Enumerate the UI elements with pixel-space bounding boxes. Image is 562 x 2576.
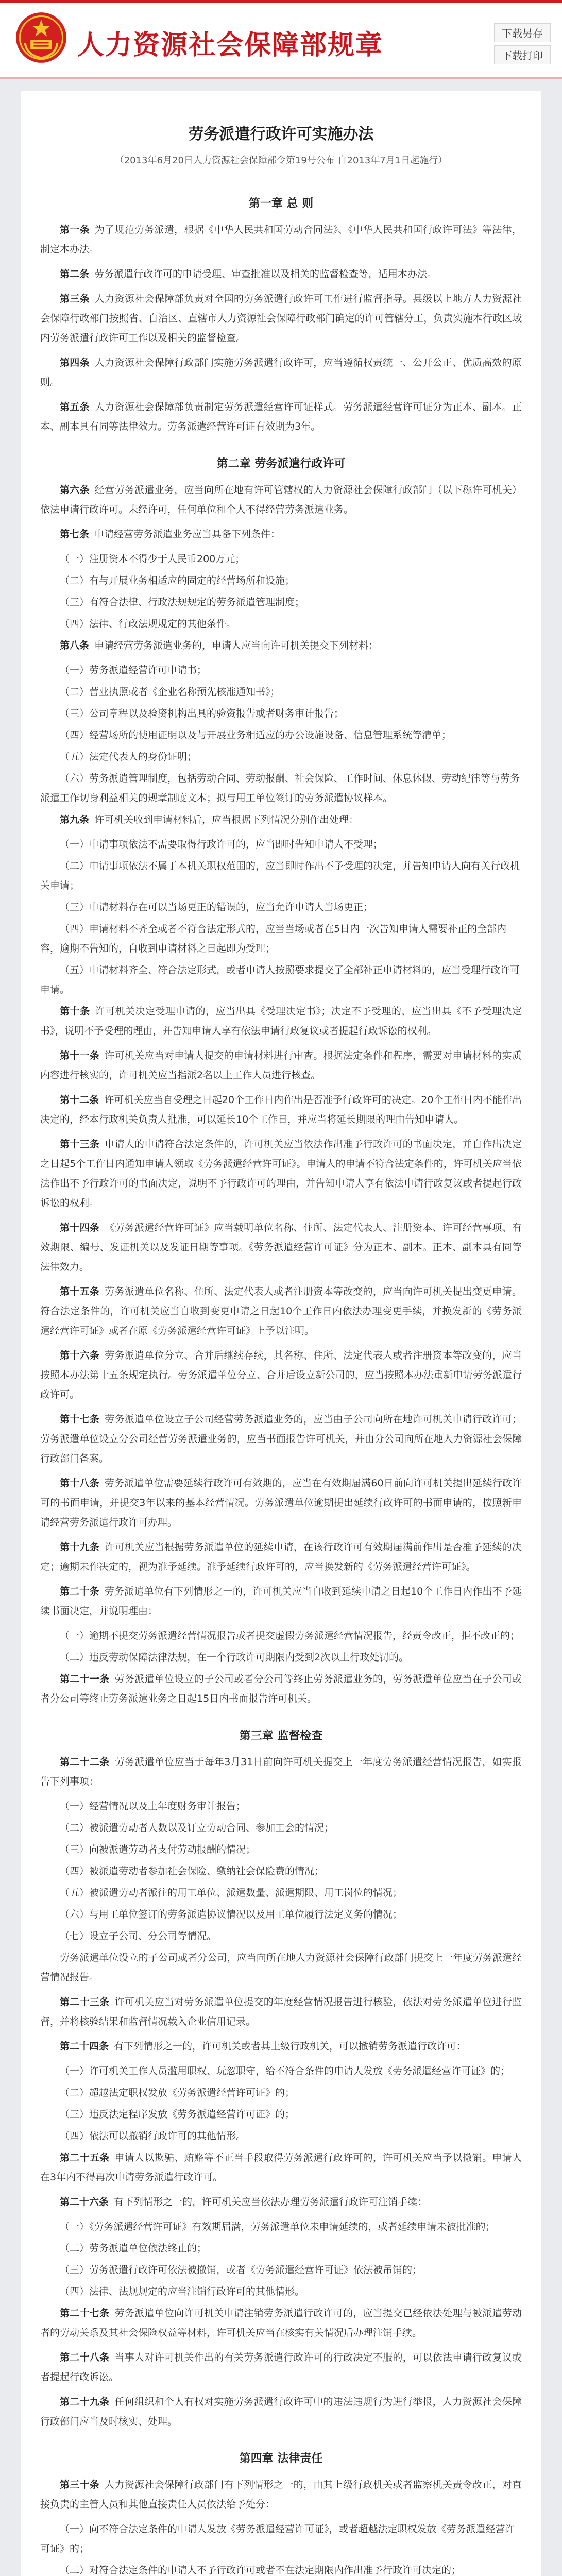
article-paragraph <box>40 2192 522 2212</box>
article-paragraph <box>40 1090 522 1129</box>
article-paragraph <box>40 1992 522 2031</box>
article-text: 有下列情形之一的，许可机关或者其上级行政机关，可以撤销劳务派遣行政许可： <box>114 2041 467 2052</box>
article-number: 第二十七条 <box>60 2308 110 2319</box>
article-number: 第二条 <box>60 268 90 280</box>
article-paragraph <box>40 2303 522 2343</box>
article-number: 第十条 <box>60 1006 90 1017</box>
article-text: 人力资源社会保障部负责对全国的劳务派遣行政许可工作进行监督指导。县级以上地方人力资源社会保障行政部门按照省、自治区、直辖市人力资源社会保障行政部门确定的许可管辖分工，负责实施本行政区域内劳务派遣行政许可工作以及相关的监督检查。 <box>40 293 522 344</box>
article-text: 人力资源社会保障部负责制定劳务派遣经营许可证样式。劳务派遣经营许可证分为正本、副本。正本、副本具有同等法律效力。劳务派遣经营许可证有效期为3年。 <box>40 401 522 432</box>
list-item: （五）被派遣劳动者派往的用工单位、派遣数量、派遣期限、用工岗位的情况； <box>60 1887 403 1899</box>
article-number: 第一条 <box>60 224 90 235</box>
list-item: （三）申请材料存在可以当场更正的错误的，应当允许申请人当场更正； <box>60 902 373 913</box>
article-text: 劳务派遣单位设立子公司经营劳务派遣业务的，应当由子公司向所在地许可机关申请行政许可；劳务派遣单位设立分公司经营劳务派遣业务的，应当书面报告许可机关，并由分公司向所在地人力资源社会保障行政部门备案。 <box>40 1414 522 1464</box>
list-item: （一）逾期不提交劳务派遣经营情况报告或者提交虚假劳务派遣经营情况报告，经责令改正，拒不改正的； <box>60 1630 520 1641</box>
article-number: 第二十一条 <box>60 1673 110 1685</box>
list-item: （六）与用工单位签订的劳务派遣协议情况以及用工单位履行法定义务的情况； <box>60 1909 403 1920</box>
article-number: 第二十八条 <box>60 2352 110 2363</box>
download-save-link[interactable]: 下载另存 <box>494 23 551 42</box>
list-item: （一）经营情况以及上年度财务审计报告； <box>60 1801 246 1812</box>
article-paragraph <box>40 1537 522 1577</box>
header-divider <box>0 77 562 79</box>
article-number: 第十六条 <box>60 1350 100 1361</box>
article-text: 《劳务派遣经营许可证》应当载明单位名称、住所、法定代表人、注册资本、许可经营事项、有效期限、编号、发证机关以及发证日期等事项。《劳务派遣经营许可证》分为正本、副本。正本、副本具有同等法律效力。 <box>40 1222 522 1273</box>
article-number: 第十三条 <box>60 1139 100 1150</box>
list-item: （一）向不符合法定条件的申请人发放《劳务派遣经营许可证》，或者超越法定职权发放《劳务派遣经营许可证》的； <box>40 2523 515 2554</box>
article-number: 第八条 <box>60 640 90 651</box>
article-text: 有下列情形之一的，许可机关应当依法办理劳务派遣行政许可注销手续： <box>114 2196 428 2208</box>
list-item: （三）有符合法律、行政法规规定的劳务派遣管理制度； <box>60 597 305 608</box>
article-paragraph <box>40 636 522 655</box>
chapters-container <box>40 195 522 2576</box>
document-body <box>21 91 541 2576</box>
list-item: （六）劳务派遣管理制度，包括劳动合同、劳动报酬、社会保险、工作时间、休息休假、劳动纪律等与劳务派遣工作切身利益相关的规章制度文本；拟与用工单位签订的劳务派遣协议样本。 <box>40 773 520 804</box>
list-item: （七）设立子公司、分公司等情况。 <box>60 1930 217 1942</box>
article-number: 第二十六条 <box>60 2196 109 2208</box>
article-number: 第三十条 <box>60 2479 100 2490</box>
article-number: 第五条 <box>60 401 90 413</box>
article-number: 第十八条 <box>60 1478 99 1489</box>
list-item: （二）被派遣劳动者人数以及订立劳动合同、参加工会的情况； <box>60 1822 334 1834</box>
article-text: 人力资源社会保障行政部门实施劳务派遣行政许可，应当遵循权责统一、公开公正、优质高效的原则。 <box>40 357 522 388</box>
list-item: （二）营业执照或者《企业名称预先核准通知书》； <box>60 686 280 698</box>
list-item: （四）申请材料不齐全或者不符合法定形式的，应当当场或者在5日内一次告知申请人需要补正的全部内容，逾期不告知的，自收到申请材料之日起即为受理； <box>40 923 507 954</box>
article-text: 许可机关应当自受理之日起20个工作日内作出是否准予行政许可的决定。20个工作日内不能作出决定的，经本行政机关负责人批准，可以延长10个工作日，并应当将延长期限的理由告知申请人。 <box>40 1094 522 1125</box>
article-text: 劳务派遣单位需要延续行政许可有效期的，应当在有效期届满60日前向许可机关提出延续行政许可的书面申请，并提交3年以来的基本经营情况。劳务派遣单位逾期提出延续行政许可的书面申请的，按照新申请经营劳务派遣行政许可办理。 <box>40 1478 522 1528</box>
article-paragraph <box>40 810 522 829</box>
list-item: （四）经营场所的使用证明以及与开展业务相适应的办公设施设备、信息管理系统等清单； <box>60 730 452 741</box>
article-number: 第二十四条 <box>60 2041 109 2052</box>
article-text: 当事人对许可机关作出的有关劳务派遣行政许可的行政决定不服的，可以依法申请行政复议或者提起行政诉讼。 <box>40 2352 522 2383</box>
article-text: 许可机关收到申请材料后，应当根据下列情况分别作出处理： <box>94 814 359 825</box>
list-item: （五）申请材料齐全、符合法定形式，或者申请人按照要求提交了全部补正申请材料的，应当受理行政许可申请。 <box>40 964 520 995</box>
list-item: （二）申请事项依法不属于本机关职权范围的，应当即时作出不予受理的决定，并告知申请人向有关行政机关申请； <box>40 860 520 891</box>
article-number: 第十四条 <box>60 1222 100 1233</box>
article-text: 许可机关决定受理申请的，应当出具《受理决定书》；决定不予受理的，应当出具《不予受理决定书》，说明不予受理的理由，并告知申请人享有依法申请行政复议或者提起行政诉讼的权利。 <box>40 1006 522 1037</box>
article-paragraph <box>40 1002 522 1041</box>
article-paragraph <box>40 2348 522 2387</box>
list-item: （一）申请事项依法不需要取得行政许可的，应当即时告知申请人不受理； <box>60 839 383 850</box>
list-item: （一）注册资本不得少于人民币200万元； <box>60 553 245 565</box>
article-paragraph <box>40 1046 522 1085</box>
article-paragraph <box>40 1218 522 1277</box>
list-item: （三）违反法定程序发放《劳务派遣经营许可证》的； <box>60 2109 295 2120</box>
list-item: （三）向被派遣劳动者支付劳动报酬的情况； <box>60 1844 256 1855</box>
article-paragraph <box>40 1948 522 1987</box>
article-text: 劳务派遣单位应当于每年3月31日前向许可机关提交上一年度劳务派遣经营情况报告，如实报告下列事项： <box>40 1756 522 1787</box>
document-subtitle: （2013年6月20日人力资源社会保障部令第19号公布 自2013年7月1日起施行） <box>114 155 448 166</box>
article-text: 人力资源社会保障行政部门有下列情形之一的，由其上级行政机关或者监察机关责令改正，对直接负责的主管人员和其他直接责任人员依法给予处分： <box>40 2479 522 2510</box>
article-number: 第二十三条 <box>60 1996 110 2008</box>
list-item: （四）法律、行政法规规定的其他条件。 <box>60 618 236 630</box>
article-paragraph <box>40 397 522 436</box>
article-paragraph <box>40 1752 522 1791</box>
article-text: 经营劳务派遣业务，应当向所在地有许可管辖权的人力资源社会保障行政部门（以下称许可机关）依法申请行政许可。未经许可，任何单位和个人不得经营劳务派遣业务。 <box>40 484 522 515</box>
article-text: 许可机关应当对劳务派遣单位提交的年度经营情况报告进行核验，依法对劳务派遣单位进行监督，并将核验结果和监督情况载入企业信用记录。 <box>40 1996 522 2027</box>
list-item: （一）《劳务派遣经营许可证》有效期届满，劳务派遣单位未申请延续的，或者延续申请未被批准的； <box>60 2221 496 2232</box>
article-number: 第二十条 <box>60 1586 99 1597</box>
article-paragraph <box>40 524 522 544</box>
article-text: 申请人的申请符合法定条件的，许可机关应当依法作出准予行政许可的书面决定，并自作出决定之日起5个工作日内通知申请人领取《劳务派遣经营许可证》。申请人的申请不符合法定条件的，许可机关应当依法作出不予行政许可的书面决定，说明不予行政许可的理由，并告知申请人享有依法申请行政复议或者提起行政诉讼的权利。 <box>40 1139 522 1209</box>
list-item: （四）法律、法规规定的应当注销行政许可的其他情形。 <box>60 2286 305 2297</box>
article-text: 劳务派遣单位名称、住所、法定代表人或者注册资本等改变的，应当向许可机关提出变更申请。符合法定条件的，许可机关应当自收到变更申请之日起10个工作日内依法办理变更手续，并换发新的《劳务派遣经营许可证》或者在原《劳务派遣经营许可证》上予以注明。 <box>40 1286 522 1336</box>
article-number: 第四条 <box>60 357 90 368</box>
article-paragraph <box>40 1346 522 1404</box>
chapter-heading: 第二章 劳务派遣行政许可 <box>216 457 346 470</box>
article-number: 第六条 <box>60 484 90 496</box>
article-text: 劳务派遣单位分立、合并后继续存续，其名称、住所、法定代表人或者注册资本等改变的，应当按照本办法第十五条规定执行。劳务派遣单位分立、合并后设立新公司的，应当按照本办法重新申请劳务派遣行政许可。 <box>40 1350 522 1400</box>
article-number: 第十九条 <box>60 1541 100 1553</box>
list-item: （二）违反劳动保障法律法规，在一个行政许可期限内受到2次以上行政处罚的。 <box>60 1652 409 1663</box>
article-number: 第二十二条 <box>60 1756 110 1768</box>
list-item: （二）超越法定职权发放《劳务派遣经营许可证》的； <box>60 2087 295 2098</box>
article-paragraph <box>40 264 522 284</box>
article-paragraph <box>40 2148 522 2187</box>
article-paragraph <box>40 1282 522 1341</box>
list-item: （二）对符合法定条件的申请人不予行政许可或者不在法定期限内作出准予行政许可决定的； <box>60 2565 462 2576</box>
national-emblem-icon <box>14 11 68 64</box>
list-item: （二）劳务派遣单位依法终止的； <box>60 2243 207 2254</box>
article-number: 第十五条 <box>60 1286 100 1297</box>
article-text: 许可机关应当对申请人提交的申请材料进行审查。根据法定条件和程序，需要对申请材料的实质内容进行核实的，许可机关应当指派2名以上工作人员进行核查。 <box>40 1050 522 1081</box>
list-item: （四）依法可以撤销行政许可的其他情形。 <box>60 2130 246 2142</box>
header-links <box>494 23 551 64</box>
article-paragraph <box>40 1134 522 1213</box>
article-paragraph <box>40 1582 522 1621</box>
article-paragraph <box>40 1669 522 1708</box>
article-text: 劳务派遣单位设立的子公司或者分公司等终止劳务派遣业务的，劳务派遣单位应当在子公司或者分公司等终止劳务派遣业务之日起15日内书面报告许可机关。 <box>40 1673 522 1704</box>
article-text: 劳务派遣单位设立的子公司或者分公司，应当向所在地人力资源社会保障行政部门提交上一年度劳务派遣经营情况报告。 <box>40 1952 522 1983</box>
list-item: （四）被派遣劳动者参加社会保险、缴纳社会保险费的情况； <box>60 1866 325 1877</box>
article-number: 第二十九条 <box>60 2396 110 2408</box>
article-number: 第十七条 <box>60 1414 100 1425</box>
article-number: 第九条 <box>60 814 90 825</box>
article-paragraph <box>40 353 522 392</box>
article-paragraph <box>40 2392 522 2431</box>
article-text: 劳务派遣单位向许可机关申请注销劳务派遣行政许可的，应当提交已经依法处理与被派遣劳动者的劳动关系及其社会保险权益等材料，许可机关应当在核实有关情况后办理注销手续。 <box>40 2308 522 2338</box>
article-paragraph <box>40 220 522 259</box>
chapter-heading: 第三章 监督检查 <box>239 1730 323 1742</box>
list-item: （三）劳务派遣行政许可依法被撤销，或者《劳务派遣经营许可证》依法被吊销的； <box>60 2264 422 2276</box>
download-print-link[interactable]: 下载打印 <box>494 45 551 64</box>
article-text: 申请经营劳务派遣业务应当具备下列条件： <box>94 529 281 540</box>
article-number: 第十二条 <box>60 1094 99 1106</box>
article-text: 许可机关应当根据劳务派遣单位的延续申请，在该行政许可有效期届满前作出是否准予延续的决定；逾期未作决定的，视为准予延续。准予延续行政许可的，应当换发新的《劳务派遣经营许可证》。 <box>40 1541 522 1572</box>
list-item: （三）公司章程以及验资机构出具的验资报告或者财务审计报告； <box>60 708 344 719</box>
article-text: 申请经营劳务派遣业务的，申请人应当向许可机关提交下列材料： <box>94 640 379 651</box>
article-text: 劳务派遣行政许可的申请受理、审查批准以及相关的监督检查等，适用本办法。 <box>94 268 437 280</box>
article-paragraph <box>40 289 522 348</box>
article-text: 申请人以欺骗、贿赂等不正当手段取得劳务派遣行政许可的，许可机关应当予以撤销。申请人在3年内不得再次申请劳务派遣行政许可。 <box>40 2152 522 2183</box>
chapter-heading: 第一章 总 则 <box>248 197 314 210</box>
chapter-heading: 第四章 法律责任 <box>239 2452 323 2465</box>
list-item: （一）许可机关工作人员滥用职权、玩忽职守，给不符合条件的申请人发放《劳务派遣经营许可证》的； <box>60 2065 510 2077</box>
article-paragraph <box>40 1410 522 1468</box>
article-text: 劳务派遣单位有下列情形之一的，许可机关应当自收到延续申请之日起10个工作日内作出不予延续书面决定，并说明理由： <box>40 1586 522 1617</box>
article-paragraph <box>40 480 522 519</box>
article-number: 第三条 <box>60 293 90 304</box>
article-text: 为了规范劳务派遣，根据《中华人民共和国劳动合同法》、《中华人民共和国行政许可法》等法律，制定本办法。 <box>40 224 522 255</box>
document-title: 劳务派遣行政许可实施办法 <box>188 125 374 143</box>
site-title: 人力资源社会保障部规章 <box>77 30 384 61</box>
article-paragraph <box>40 1473 522 1532</box>
article-paragraph <box>40 2037 522 2056</box>
article-paragraph <box>40 2475 522 2514</box>
site-header <box>0 0 562 79</box>
list-item: （一）劳务派遣经营许可申请书； <box>60 665 207 676</box>
list-item: （二）有与开展业务相适应的固定的经营场所和设施； <box>60 575 295 586</box>
list-item: （五）法定代表人的身份证明； <box>60 751 197 762</box>
article-number: 第十一条 <box>60 1050 100 1061</box>
article-number: 第二十五条 <box>60 2152 110 2163</box>
article-number: 第七条 <box>60 529 90 540</box>
article-text: 任何组织和个人有权对实施劳务派遣行政许可中的违法违规行为进行举报，人力资源社会保障行政部门应当及时核实、处理。 <box>40 2396 522 2427</box>
